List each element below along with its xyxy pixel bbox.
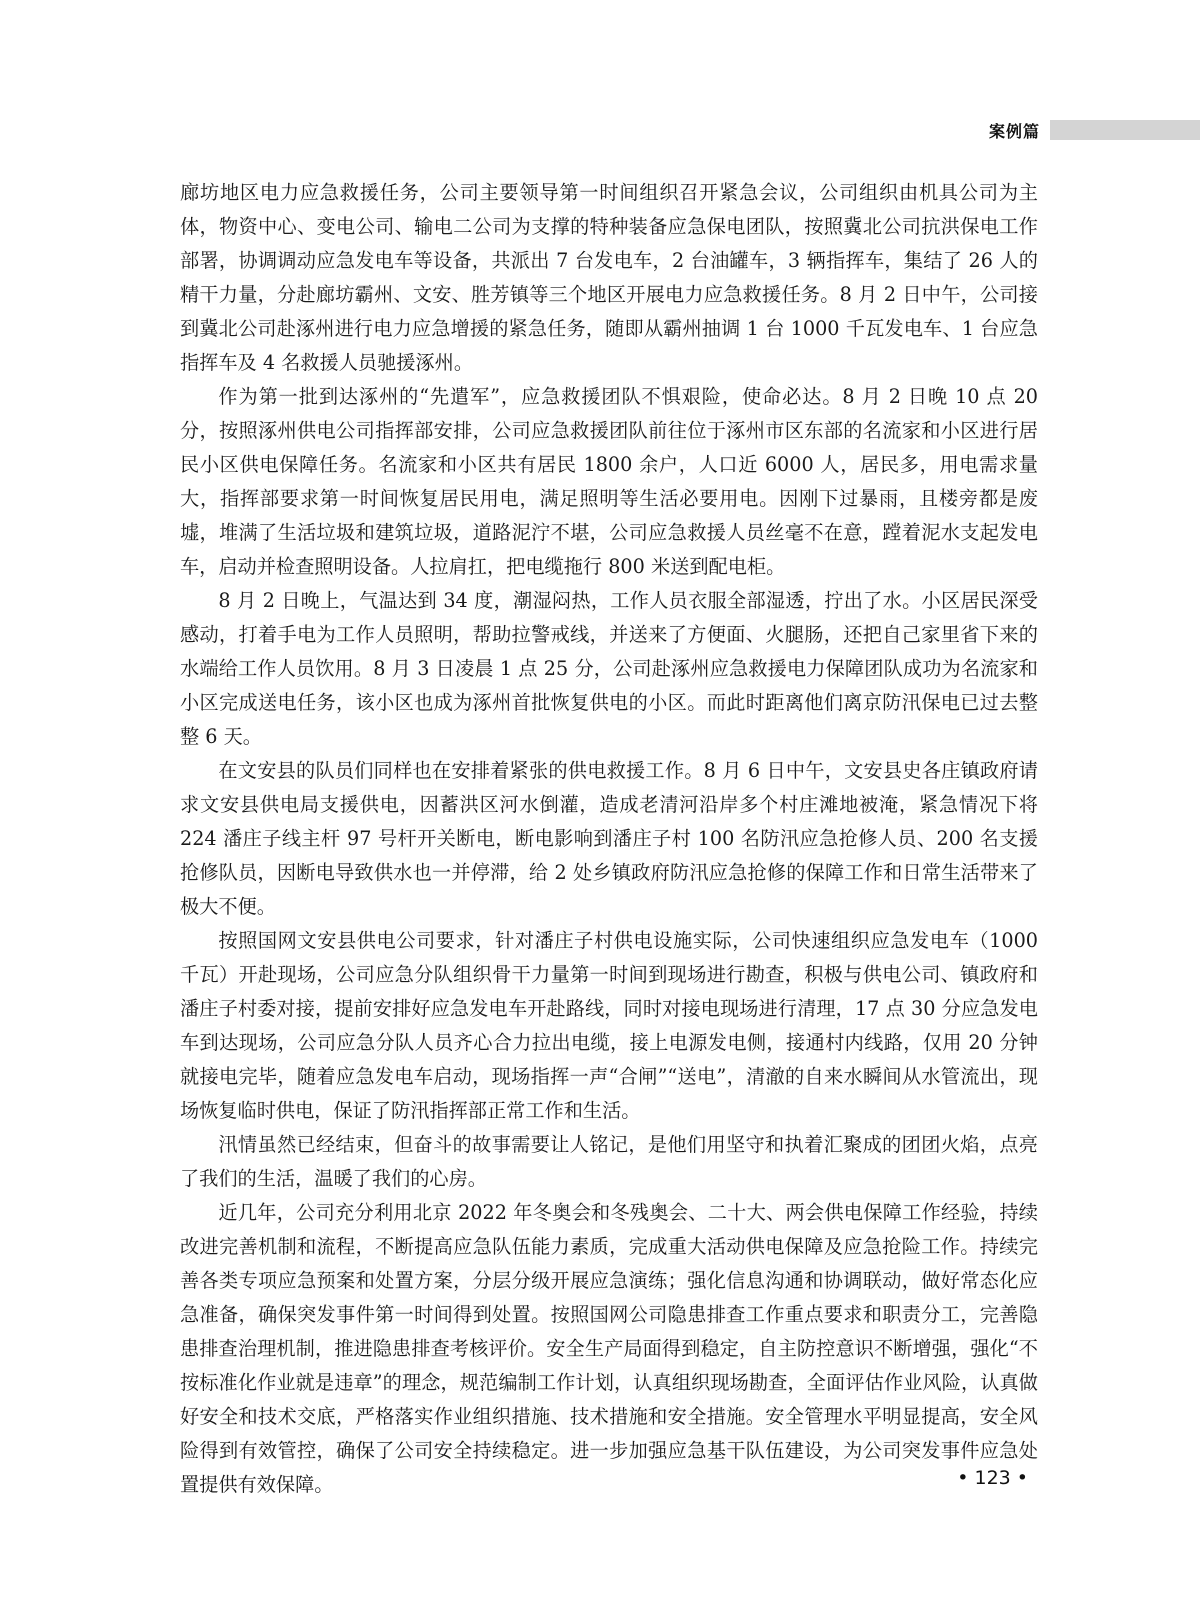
section-header: [989, 118, 1200, 142]
paragraph: 汛情虽然已经结束，但奋斗的故事需要让人铭记，是他们用坚守和执着汇聚成的团团火焰，点亮了我们的生活，温暖了我们的心房。: [180, 1133, 1038, 1190]
paragraph: 在文安县的队员们同样也在安排着紧张的供电救援工作。8 月 6 日中午，文安县史各庄镇政府请求文安县供电局支援供电，因蓄洪区河水倒灌，造成老清河沿岸多个村庄滩地被淹，紧急情况下将 224 潘庄子线主杆 97 号杆开关断电，断电影响到潘庄子村 100 名防汛应急抢修人员、200 名支援抢修队员，因断电导致供水也一并停滞，给 2 处乡镇政府防汛应急抢修的保障工作和日常生活带来了极大不便。: [180, 759, 1038, 918]
paragraph: 作为第一批到达涿州的“先遣军”，应急救援团队不惧艰险，使命必达。8 月 2 日晚 10 点 20 分，按照涿州供电公司指挥部安排，公司应急救援团队前往位于涿州市区东部的名流家和小区进行居民小区供电保障任务。名流家和小区共有居民 1800 余户，人口近 6000 人，居民多，用电需求量大，指挥部要求第一时间恢复居民用电，满足照明等生活必要用电。因刚下过暴雨，且楼旁都是废墟，堆满了生活垃圾和建筑垃圾，道路泥泞不堪，公司应急救援人员丝毫不在意，蹚着泥水支起发电车，启动并检查照明设备。人拉肩扛，把电缆拖行 800 米送到配电柜。: [180, 385, 1038, 578]
paragraph: 廊坊地区电力应急救援任务，公司主要领导第一时间组织召开紧急会议，公司组织由机具公司为主体，物资中心、变电公司、输电二公司为支撑的特种装备应急保电团队，按照冀北公司抗洪保电工作部署，协调调动应急发电车等设备，共派出 7 台发电车，2 台油罐车，3 辆指挥车，集结了 26 人的精干力量，分赴廊坊霸州、文安、胜芳镇等三个地区开展电力应急救援任务。8 月 2 日中午，公司接到冀北公司赴涿州进行电力应急增援的紧急任务，随即从霸州抽调 1 台 1000 千瓦发电车、1 台应急指挥车及 4 名救援人员驰援涿州。: [180, 181, 1038, 374]
body-text: [180, 176, 1038, 1502]
page-number: • 123 •: [957, 1467, 1028, 1489]
paragraph: 近几年，公司充分利用北京 2022 年冬奥会和冬残奥会、二十大、两会供电保障工作经验，持续改进完善机制和流程，不断提高应急队伍能力素质，完成重大活动供电保障及应急抢险工作。持续完善各类专项应急预案和处置方案，分层分级开展应急演练；强化信息沟通和协调联动，做好常态化应急准备，确保突发事件第一时间得到处置。按照国网公司隐患排查工作重点要求和职责分工，完善隐患排查治理机制，推进隐患排查考核评价。安全生产局面得到稳定，自主防控意识不断增强，强化“不按标准化作业就是违章”的理念，规范编制工作计划，认真组织现场勘查，全面评估作业风险，认真做好安全和技术交底，严格落实作业组织措施、技术措施和安全措施。安全管理水平明显提高，安全风险得到有效管控，确保了公司安全持续稳定。进一步加强应急基干队伍建设，为公司突发事件应急处置提供有效保障。: [180, 1201, 1038, 1496]
paragraph: 按照国网文安县供电公司要求，针对潘庄子村供电设施实际，公司快速组织应急发电车（1000 千瓦）开赴现场，公司应急分队组织骨干力量第一时间到现场进行勘查，积极与供电公司、镇政府和潘庄子村委对接，提前安排好应急发电车开赴路线，同时对接电现场进行清理，17 点 30 分应急发电车到达现场，公司应急分队人员齐心合力拉出电缆，接上电源发电侧，接通村内线路，仅用 20 分钟就接电完毕，随着应急发电车启动，现场指挥一声“合闸”“送电”，清澈的自来水瞬间从水管流出，现场恢复临时供电，保证了防汛指挥部正常工作和生活。: [180, 929, 1038, 1122]
section-label: 案例篇: [988, 121, 1040, 141]
header-bar: [1050, 120, 1200, 140]
paragraph: 8 月 2 日晚上，气温达到 34 度，潮湿闷热，工作人员衣服全部湿透，拧出了水。小区居民深受感动，打着手电为工作人员照明，帮助拉警戒线，并送来了方便面、火腿肠，还把自己家里省下来的水端给工作人员饮用。8 月 3 日凌晨 1 点 25 分，公司赴涿州应急救援电力保障团队成功为名流家和小区完成送电任务，该小区也成为涿州首批恢复供电的小区。而此时距离他们离京防汛保电已过去整整 6 天。: [180, 589, 1038, 748]
